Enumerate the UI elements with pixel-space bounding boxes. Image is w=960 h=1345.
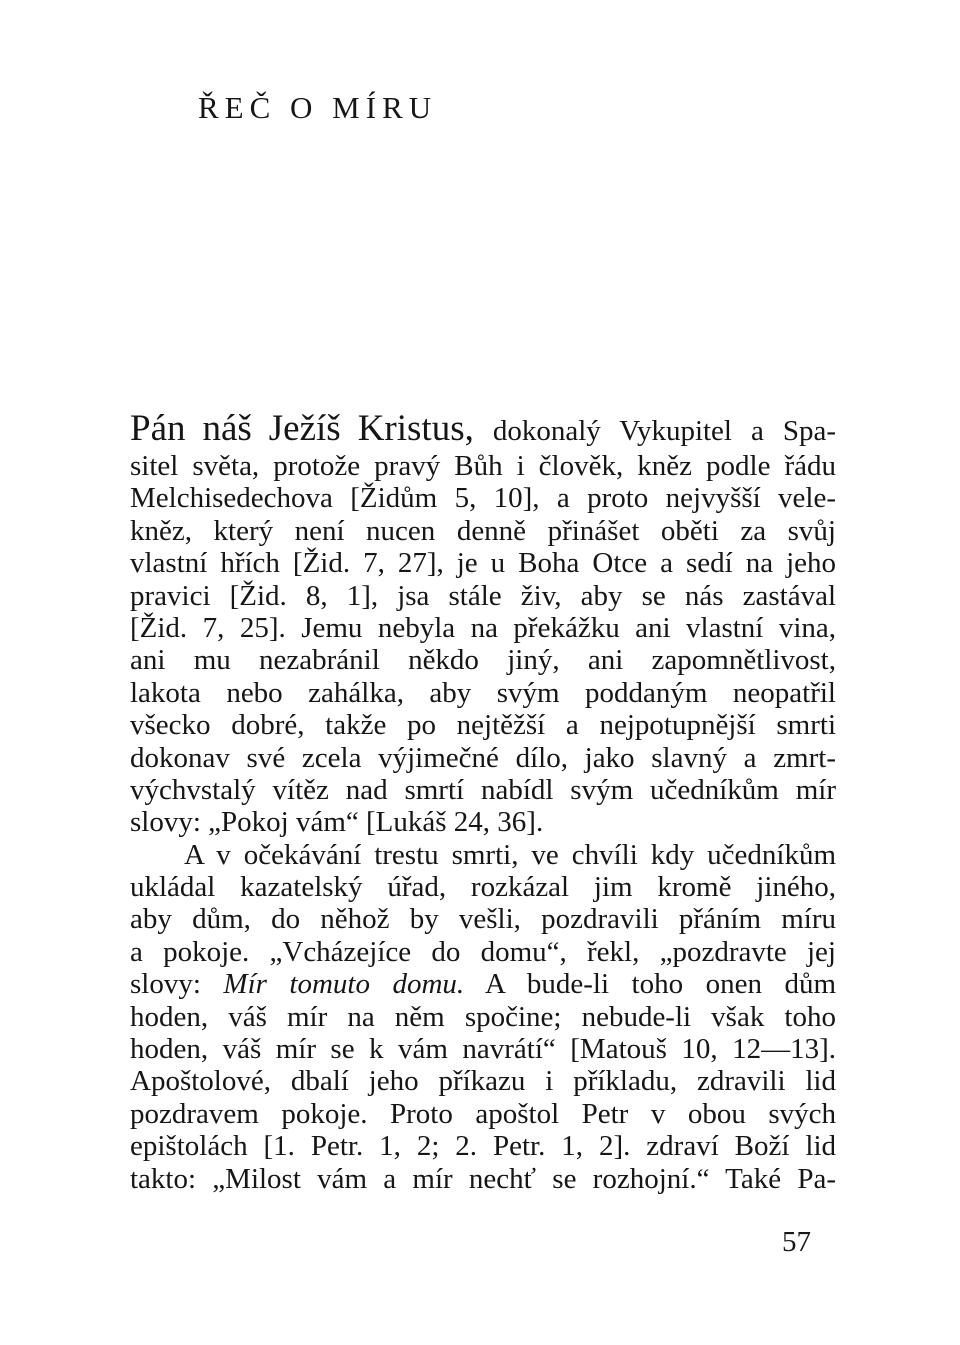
text-line: ani mu nezabránil někdo jiný, ani zapomnětlivost,: [130, 644, 836, 677]
text-line: aby dům, do něhož by vešli, pozdravili přáním míru: [130, 903, 836, 936]
text-line: sitel světa, protože pravý Bůh i člověk, kněz podle řádu: [130, 450, 836, 482]
text-line: výchvstalý vítěz nad smrtí nabídl svým učedníkům mír: [130, 773, 836, 806]
text-line: pozdravem pokoje. Proto apoštol Petr v obou svých: [130, 1097, 836, 1130]
text-line: ukládal kazatelský úřad, rozkázal jim kromě jiného,: [130, 871, 836, 904]
text-line: [Žid. 7, 25]. Jemu nebyla na překážku ani vlastní vina,: [130, 611, 836, 644]
text-line: Melchisedechova [Židům 5, 10], a proto nejvyšší vele-: [130, 482, 836, 515]
text-line: hoden, váš mír na něm spočine; nebude-li však toho: [130, 1000, 836, 1033]
text-line-rest: dokonalý Vykupitel a Spa-: [473, 415, 836, 447]
text-line: dokonav své zcela výjimečné dílo, jako slavný a zmrt-: [130, 741, 836, 774]
text-line: A v očekávání trestu smrti, ve chvíli kdy učedníkům: [184, 838, 836, 871]
text-line: [130, 408, 836, 450]
text-line: epištolách [1. Petr. 1, 2; 2. Petr. 1, 2]. zdraví Boží lid: [130, 1130, 836, 1163]
text-line: kněz, který není nucen denně přinášet oběti za svůj: [130, 514, 836, 547]
italic-quote: Mír tomuto domu.: [223, 968, 465, 1001]
text-line: [130, 968, 836, 1000]
lead-phrase: Pán náš Ježíš Kristus,: [130, 408, 474, 449]
body-text: [130, 408, 836, 1195]
text-line: vlastní hřích [Žid. 7, 27], je u Boha Otce a sedí na jeho: [130, 547, 836, 580]
chapter-heading: ŘEČ O MÍRU: [198, 90, 438, 125]
text-line: lakota nebo zahálka, aby svým poddaným neopatřil: [130, 676, 836, 709]
text-line: pravici [Žid. 8, 1], jsa stále živ, aby se nás zastával: [130, 579, 836, 612]
page-number: 57: [782, 1226, 811, 1258]
text-line: Apoštolové, dbalí jeho příkazu i příkladu, zdravili lid: [130, 1065, 836, 1098]
text-line: a pokoje. „Vcházejíce do domu“, řekl, „pozdravte jej: [130, 935, 836, 968]
text-segment: slovy:: [130, 968, 224, 1001]
text-line: všecko dobré, takže po nejtěžší a nejpotupnější smrti: [130, 709, 836, 742]
text-line: slovy: „Pokoj vám“ [Lukáš 24, 36].: [130, 806, 544, 839]
text-segment: A bude-li toho onen dům: [464, 968, 837, 1001]
text-line: hoden, váš mír se k vám navrátí“ [Matouš 10, 12—13].: [130, 1033, 836, 1066]
text-line: takto: „Milost vám a mír nechť se rozhojní.“ Také Pa-: [130, 1162, 836, 1195]
